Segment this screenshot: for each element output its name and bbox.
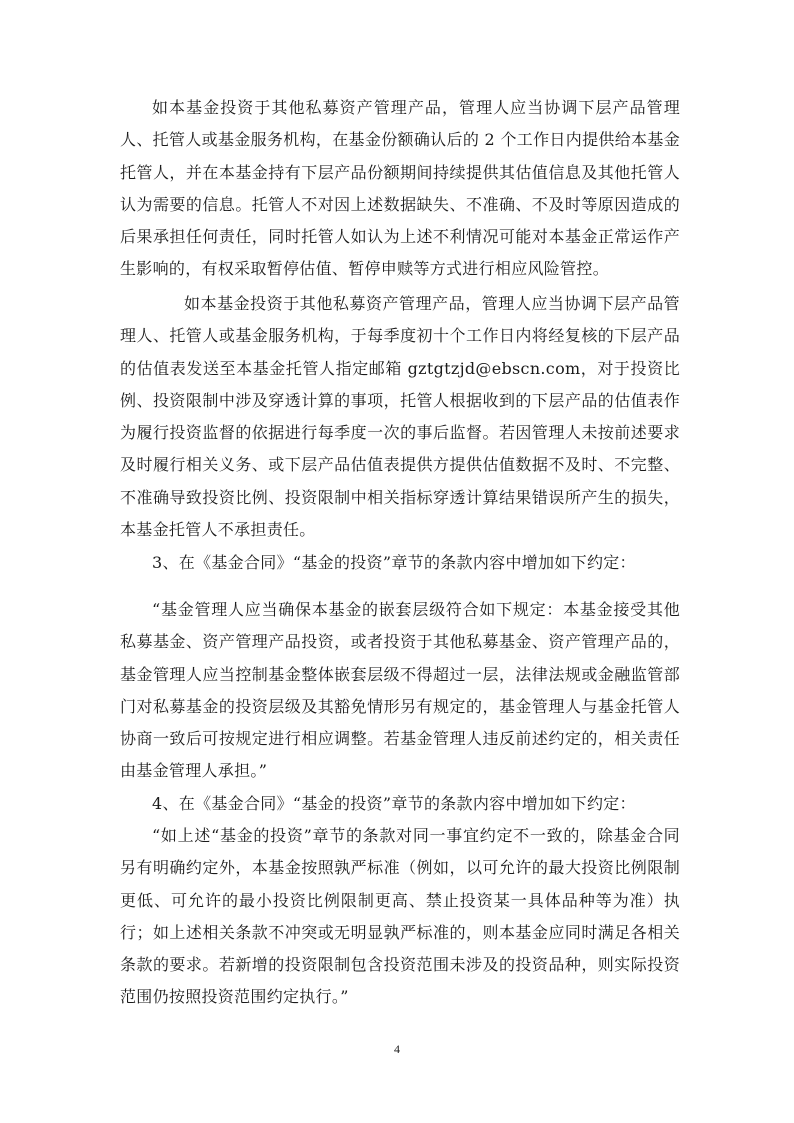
paragraph-fof-valuation-info: 如本基金投资于其他私募资产管理产品，管理人应当协调下层产品管理人、托管人或基金服务机构，在基金份额确认后的 2 个工作日内提供给本基金托管人，并在本基金持有下层产品份额期间持续提供其估值信息及其他托管人认为需要的信息。托管人不对因上述数据缺失、不准确、不及时等原因造成的后果承担任何责任，同时托管人如认为上述不利情况可能对本基金正常运作产生影响的，有权采取暂停估值、暂停申赎等方式进行相应风险管控。 [120, 98, 680, 279]
clause-4-heading: 4、在《基金合同》“基金的投资”章节的条款内容中增加如下约定： [152, 794, 636, 813]
paragraph-nesting-level-rule: “基金管理人应当确保本基金的嵌套层级符合如下规定：本基金接受其他私募基金、资产管理产品投资，或者投资于其他私募基金、资产管理产品的，基金管理人应当控制基金整体嵌套层级不得超过一层，法律法规或金融监管部门对私募基金的投资层级及其豁免情形另有规定的，基金管理人与基金托管人协商一致后可按规定进行相应调整。若基金管理人违反前述约定的，相关责任由基金管理人承担。” [120, 600, 680, 781]
paragraph-stricter-standard-rule: “如上述“基金的投资”章节的条款对同一事宜约定不一致的，除基金合同另有明确约定外，本基金按照孰严标准（例如，以可允许的最大投资比例限制更低、可允许的最小投资比例限制更高、禁止投资某一具体品种等为准）执行；如上述相关条款不冲突或无明显孰严标准的，则本基金应同时满足各相关条款的要求。若新增的投资限制包含投资范围未涉及的投资品种，则实际投资范围仍按照投资范围约定执行。” [120, 826, 680, 1007]
clause-3-heading: 3、在《基金合同》“基金的投资”章节的条款内容中增加如下约定： [152, 553, 636, 572]
page-number: 4 [394, 1042, 400, 1056]
paragraph-quarterly-valuation-email: 如本基金投资于其他私募资产管理产品，管理人应当协调下层产品管理人、托管人或基金服务机构，于每季度初十个工作日内将经复核的下层产品的估值表发送至本基金托管人指定邮箱 gztgtzjd@ebscn.com，对于投资比例、投资限制中涉及穿透计算的事项，托管人根据收到的下层产品的估值表作为履行投资监督的依据进行每季度一次的事后监督。若因管理人未按前述要求及时履行相关义务、或下层产品估值表提供方提供估值数据不及时、不完整、不准确导致投资比例、投资限制中相关指标穿透计算结果错误所产生的损失，本基金托管人不承担责任。 [120, 294, 680, 540]
